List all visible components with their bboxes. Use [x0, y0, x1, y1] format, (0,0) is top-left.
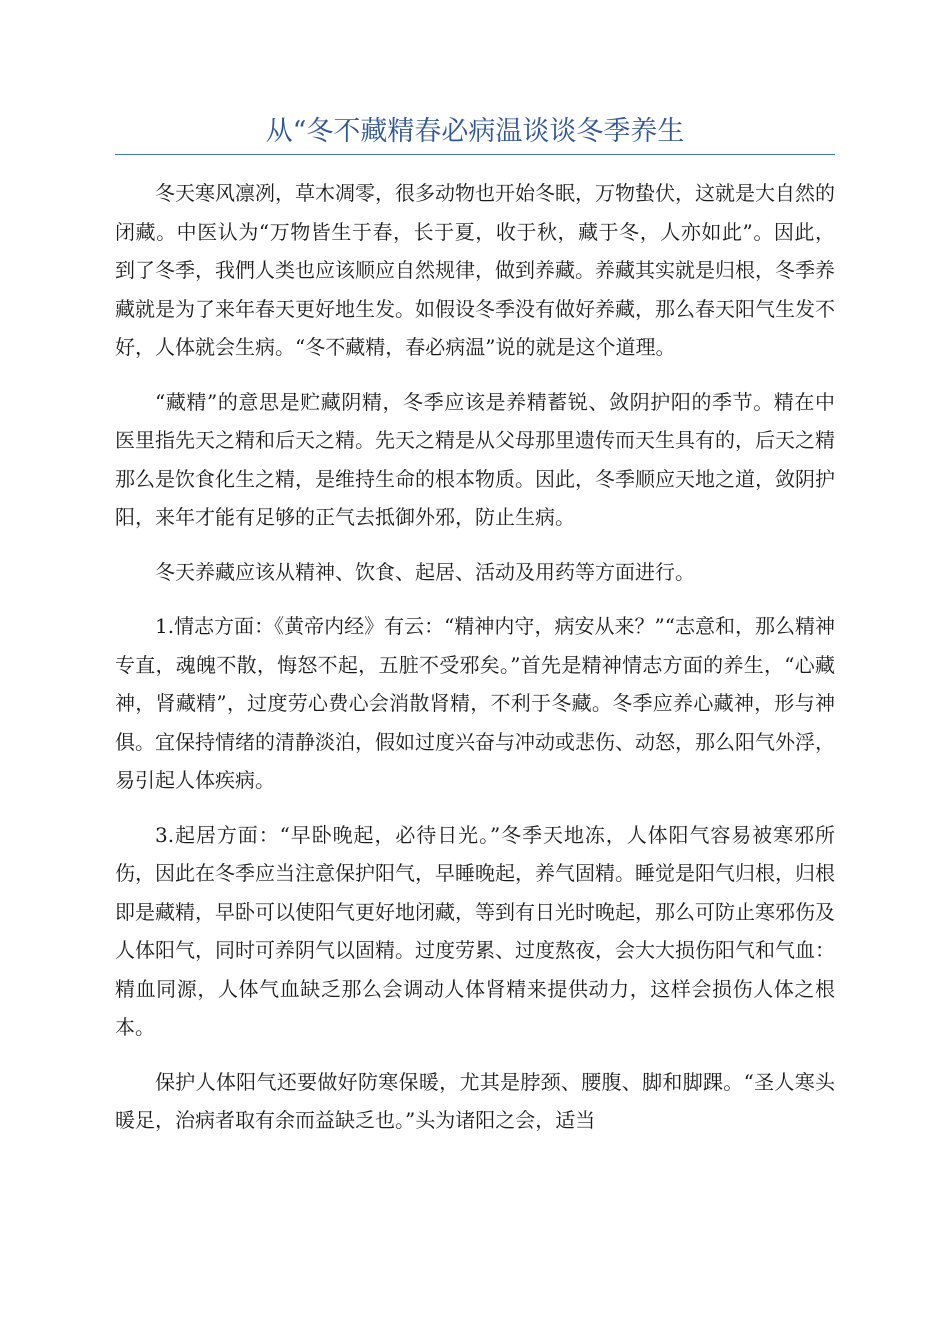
paragraph-emotion: 1.情志方面：《黄帝内经》有云：“精神内守，病安从来？”“志意和，那么精神专直，魂魄不散，悔怒不起，五脏不受邪矣。”首先是精神情志方面的养生，“心藏神，肾藏精”，过度劳心费心会消散肾精，不利于冬藏。冬季应养心藏神，形与神俱。宜保持情绪的清静淡泊，假如过度兴奋与冲动或悲伤、动怒，那么阳气外浮，易引起人体疾病。 [115, 614, 835, 792]
document-body [115, 174, 835, 1156]
page-title: 从“冬不藏精春必病温谈谈冬季养生 [265, 116, 685, 147]
title-underline [115, 154, 835, 155]
paragraph-daily-life: 3.起居方面：“早卧晚起，必待日光。”冬季天地冻，人体阳气容易被寒邪所伤，因此在冬季应当注意保护阳气，早睡晚起，养气固精。睡觉是阳气归根，归根即是藏精，早卧可以使阳气更好地闭藏，等到有日光时晚起，那么可防止寒邪伤及人体阳气，同时可养阴气以固精。过度劳累、过度熬夜，会大大损伤阳气和气血：精血同源，人体气血缺乏那么会调动人体肾精来提供动力，这样会损伤人体之根本。 [115, 822, 835, 1039]
paragraph-aspects: 冬天养藏应该从精神、饮食、起居、活动及用药等方面进行。 [155, 559, 695, 584]
paragraph-cangjing: “藏精”的意思是贮藏阴精，冬季应该是养精蓄锐、敛阴护阳的季节。精在中医里指先天之精和后天之精。先天之精是从父母那里遗传而天生具有的，后天之精那么是饮食化生之精，是维持生命的根本物质。因此，冬季顺应天地之道，敛阴护阳，来年才能有足够的正气去抵御外邪，防止生病。 [115, 389, 835, 529]
paragraph-intro: 冬天寒风凛冽，草木凋零，很多动物也开始冬眠，万物蛰伏，这就是大自然的闭藏。中医认为“万物皆生于春，长于夏，收于秋，藏于冬，人亦如此”。因此，到了冬季，我們人类也应该顺应自然规律，做到养藏。养藏其实就是归根，冬季养藏就是为了来年春天更好地生发。如假设冬季没有做好养藏，那么春天阳气生发不好，人体就会生病。“冬不藏精，春必病温”说的就是这个道理。 [115, 181, 835, 359]
paragraph-keep-warm: 保护人体阳气还要做好防寒保暖，尤其是脖颈、腰腹、脚和脚踝。“圣人寒头暖足，治病者取有余而益缺乏也。”头为诸阳之会，适当 [115, 1069, 835, 1132]
